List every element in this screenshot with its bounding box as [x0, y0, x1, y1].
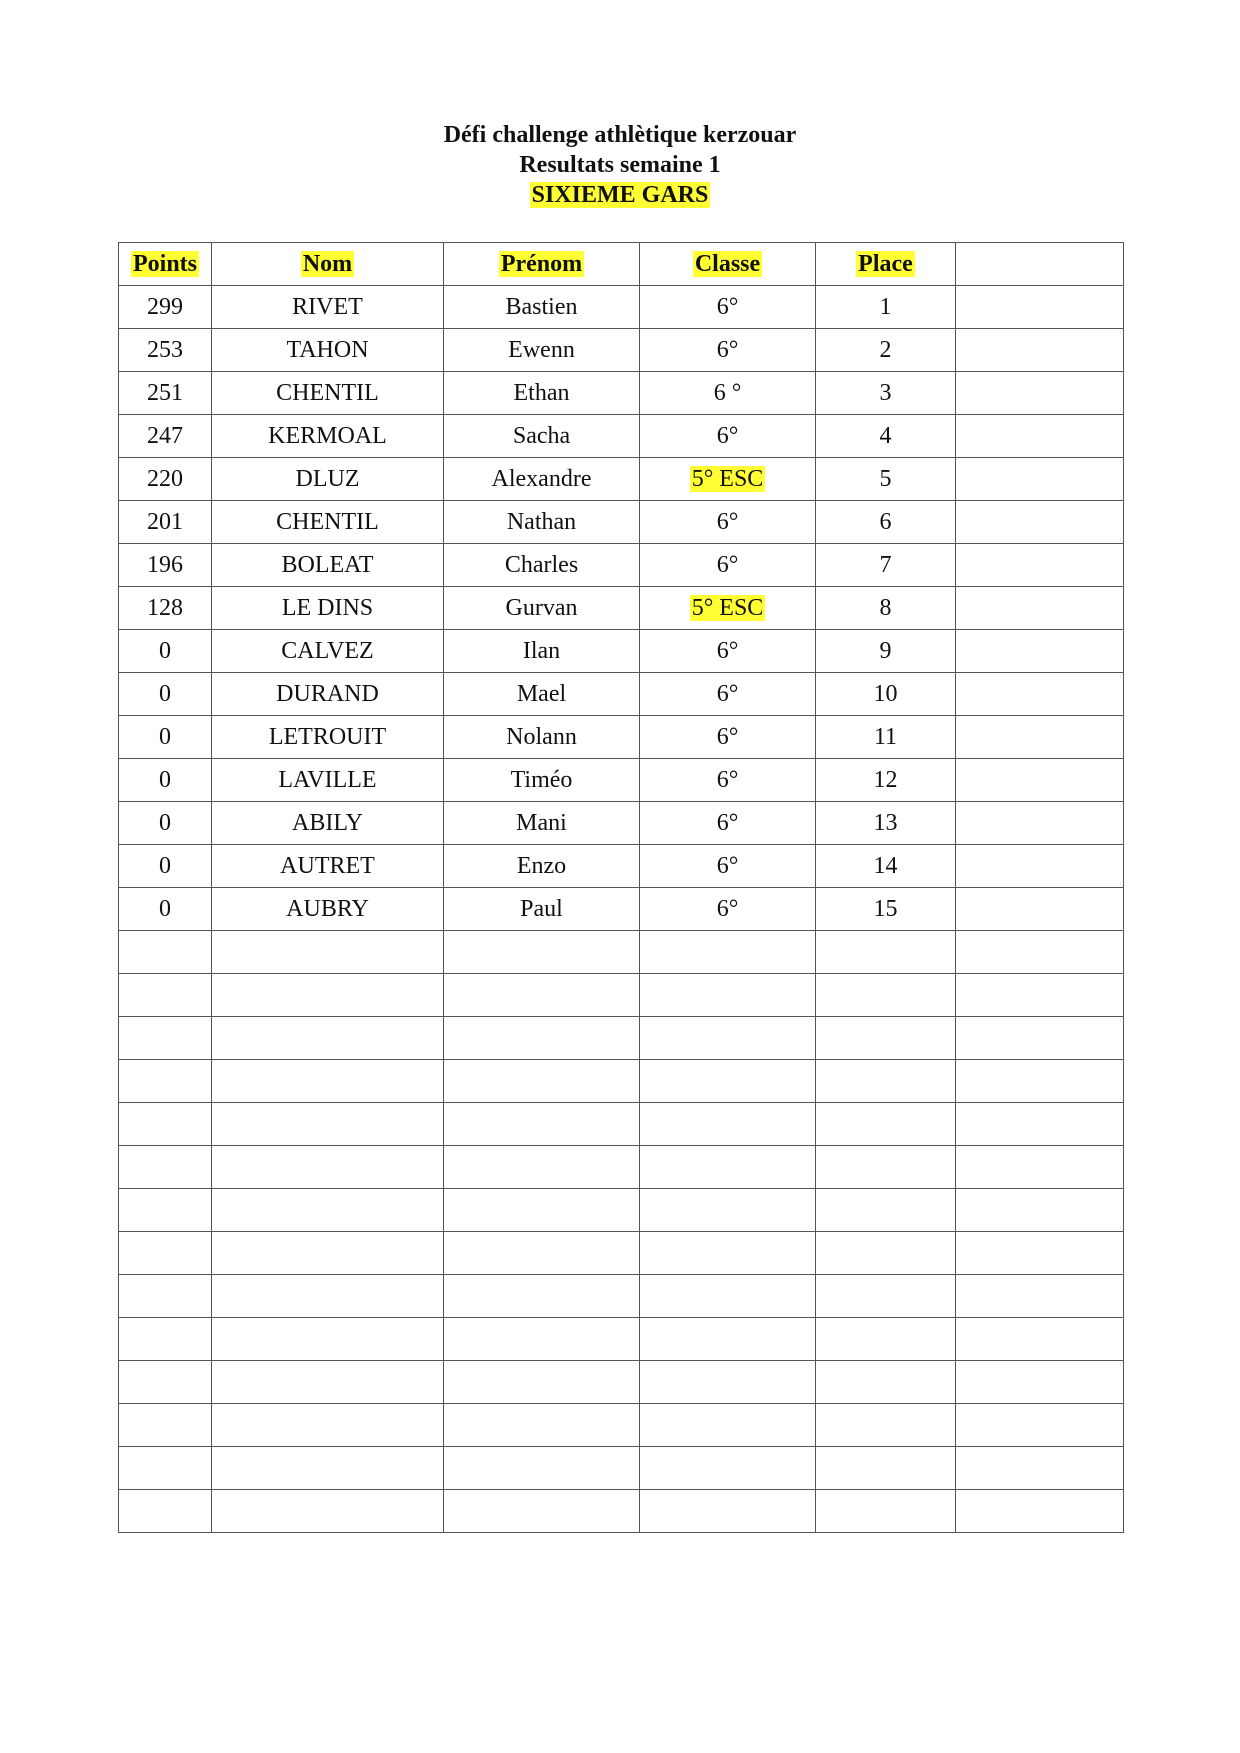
cell-nom: LETROUIT: [212, 716, 444, 759]
cell-prenom: [444, 1060, 640, 1103]
cell-nom: AUBRY: [212, 888, 444, 931]
cell-points: [119, 1060, 212, 1103]
cell-extra: [956, 1060, 1124, 1103]
cell-extra: [956, 1146, 1124, 1189]
cell-nom: RIVET: [212, 286, 444, 329]
cell-extra: [956, 1232, 1124, 1275]
cell-points: [119, 1275, 212, 1318]
cell-points: [119, 1103, 212, 1146]
cell-place: 13: [816, 802, 956, 845]
column-header-extra: [956, 243, 1124, 286]
cell-classe: [640, 974, 816, 1017]
cell-nom: [212, 974, 444, 1017]
cell-nom: CHENTIL: [212, 501, 444, 544]
cell-nom: CALVEZ: [212, 630, 444, 673]
header-row: [119, 243, 1124, 286]
cell-classe: 6°: [640, 286, 816, 329]
cell-prenom: Charles: [444, 544, 640, 587]
cell-prenom: Ilan: [444, 630, 640, 673]
cell-extra: [956, 673, 1124, 716]
cell-nom: [212, 1060, 444, 1103]
cell-prenom: Ewenn: [444, 329, 640, 372]
column-header-prenom: Prénom: [444, 243, 640, 286]
cell-extra: [956, 1318, 1124, 1361]
cell-nom: LE DINS: [212, 587, 444, 630]
cell-prenom: Enzo: [444, 845, 640, 888]
cell-classe: [640, 1146, 816, 1189]
cell-extra: [956, 415, 1124, 458]
cell-nom: [212, 1017, 444, 1060]
cell-nom: ABILY: [212, 802, 444, 845]
cell-points: 220: [119, 458, 212, 501]
table-row: [119, 1404, 1124, 1447]
cell-extra: [956, 802, 1124, 845]
cell-prenom: Timéo: [444, 759, 640, 802]
cell-prenom: [444, 1404, 640, 1447]
cell-nom: DURAND: [212, 673, 444, 716]
cell-place: 1: [816, 286, 956, 329]
table-row: [119, 845, 1124, 888]
cell-extra: [956, 716, 1124, 759]
cell-place: [816, 1404, 956, 1447]
cell-points: [119, 1447, 212, 1490]
cell-place: [816, 1060, 956, 1103]
cell-nom: [212, 1404, 444, 1447]
cell-place: 7: [816, 544, 956, 587]
cell-classe: 6 °: [640, 372, 816, 415]
cell-prenom: Bastien: [444, 286, 640, 329]
cell-classe: 6°: [640, 759, 816, 802]
cell-place: 11: [816, 716, 956, 759]
table-row: [119, 974, 1124, 1017]
cell-prenom: [444, 974, 640, 1017]
cell-place: [816, 974, 956, 1017]
cell-points: 0: [119, 802, 212, 845]
table-row: [119, 1318, 1124, 1361]
cell-prenom: Paul: [444, 888, 640, 931]
table-row: [119, 329, 1124, 372]
cell-classe: [640, 1232, 816, 1275]
cell-points: [119, 931, 212, 974]
cell-place: [816, 1017, 956, 1060]
cell-points: 0: [119, 845, 212, 888]
cell-classe: 5° ESC: [640, 458, 816, 501]
cell-classe: 5° ESC: [640, 587, 816, 630]
table-row: [119, 1447, 1124, 1490]
cell-classe: [640, 1404, 816, 1447]
table-row: [119, 1189, 1124, 1232]
cell-classe: [640, 1361, 816, 1404]
cell-prenom: [444, 1232, 640, 1275]
cell-place: 14: [816, 845, 956, 888]
cell-nom: CHENTIL: [212, 372, 444, 415]
cell-classe: 6°: [640, 415, 816, 458]
table-row: [119, 1361, 1124, 1404]
cell-points: 0: [119, 716, 212, 759]
cell-points: [119, 1146, 212, 1189]
cell-extra: [956, 931, 1124, 974]
cell-points: 128: [119, 587, 212, 630]
cell-place: [816, 1318, 956, 1361]
cell-prenom: [444, 931, 640, 974]
category-label: SIXIEME GARS: [531, 182, 709, 208]
table-row: [119, 372, 1124, 415]
cell-prenom: Nolann: [444, 716, 640, 759]
cell-extra: [956, 759, 1124, 802]
table-row: [119, 673, 1124, 716]
table-row: [119, 630, 1124, 673]
cell-nom: DLUZ: [212, 458, 444, 501]
cell-prenom: Gurvan: [444, 587, 640, 630]
cell-place: 12: [816, 759, 956, 802]
cell-nom: AUTRET: [212, 845, 444, 888]
table-row: [119, 587, 1124, 630]
cell-points: [119, 1189, 212, 1232]
cell-nom: [212, 1490, 444, 1533]
cell-points: [119, 1490, 212, 1533]
cell-place: [816, 1146, 956, 1189]
cell-nom: [212, 1275, 444, 1318]
cell-nom: [212, 1189, 444, 1232]
cell-prenom: [444, 1447, 640, 1490]
cell-nom: [212, 1232, 444, 1275]
cell-extra: [956, 1275, 1124, 1318]
cell-prenom: [444, 1275, 640, 1318]
cell-extra: [956, 372, 1124, 415]
cell-place: 4: [816, 415, 956, 458]
cell-place: 3: [816, 372, 956, 415]
cell-classe: 6°: [640, 544, 816, 587]
cell-extra: [956, 1447, 1124, 1490]
cell-extra: [956, 888, 1124, 931]
table-row: [119, 415, 1124, 458]
cell-points: 253: [119, 329, 212, 372]
cell-nom: [212, 1447, 444, 1490]
cell-points: 299: [119, 286, 212, 329]
cell-nom: [212, 1103, 444, 1146]
cell-extra: [956, 1103, 1124, 1146]
cell-place: 9: [816, 630, 956, 673]
cell-extra: [956, 845, 1124, 888]
table-row: [119, 1490, 1124, 1533]
cell-extra: [956, 329, 1124, 372]
cell-classe: [640, 1060, 816, 1103]
document-title: Défi challenge athlètique kerzouar: [443, 122, 797, 148]
cell-points: [119, 1017, 212, 1060]
cell-prenom: [444, 1189, 640, 1232]
table-row: [119, 501, 1124, 544]
cell-place: [816, 1361, 956, 1404]
cell-points: [119, 1232, 212, 1275]
cell-place: [816, 1275, 956, 1318]
cell-place: 6: [816, 501, 956, 544]
column-header-points: Points: [119, 243, 212, 286]
cell-points: 196: [119, 544, 212, 587]
cell-classe: 6°: [640, 845, 816, 888]
column-header-place: Place: [816, 243, 956, 286]
cell-extra: [956, 630, 1124, 673]
cell-classe: 6°: [640, 888, 816, 931]
cell-prenom: [444, 1318, 640, 1361]
table-row: [119, 1017, 1124, 1060]
cell-classe: 6°: [640, 630, 816, 673]
cell-prenom: [444, 1490, 640, 1533]
cell-points: 0: [119, 759, 212, 802]
cell-place: [816, 1490, 956, 1533]
cell-place: [816, 1189, 956, 1232]
cell-classe: [640, 1318, 816, 1361]
table-row: [119, 1103, 1124, 1146]
cell-classe: 6°: [640, 329, 816, 372]
cell-extra: [956, 501, 1124, 544]
cell-classe: 6°: [640, 673, 816, 716]
cell-extra: [956, 1017, 1124, 1060]
cell-prenom: [444, 1017, 640, 1060]
document-header: [0, 120, 1240, 210]
table-row: [119, 888, 1124, 931]
cell-prenom: [444, 1361, 640, 1404]
cell-place: 10: [816, 673, 956, 716]
cell-classe: [640, 1189, 816, 1232]
cell-place: 15: [816, 888, 956, 931]
cell-extra: [956, 1490, 1124, 1533]
cell-extra: [956, 544, 1124, 587]
cell-extra: [956, 286, 1124, 329]
table-row: [119, 458, 1124, 501]
cell-prenom: Alexandre: [444, 458, 640, 501]
cell-nom: BOLEAT: [212, 544, 444, 587]
table-row: [119, 1146, 1124, 1189]
cell-extra: [956, 974, 1124, 1017]
cell-points: 0: [119, 888, 212, 931]
results-table: [118, 242, 1124, 1533]
results-body: [119, 286, 1124, 1533]
cell-place: 8: [816, 587, 956, 630]
cell-points: 0: [119, 630, 212, 673]
cell-classe: [640, 1490, 816, 1533]
cell-place: 2: [816, 329, 956, 372]
cell-extra: [956, 1189, 1124, 1232]
cell-classe: [640, 1017, 816, 1060]
cell-nom: [212, 1318, 444, 1361]
cell-nom: TAHON: [212, 329, 444, 372]
cell-points: [119, 1404, 212, 1447]
cell-prenom: Ethan: [444, 372, 640, 415]
cell-prenom: [444, 1103, 640, 1146]
cell-place: [816, 1103, 956, 1146]
cell-classe: 6°: [640, 501, 816, 544]
cell-extra: [956, 1404, 1124, 1447]
table-row: [119, 286, 1124, 329]
cell-points: [119, 974, 212, 1017]
cell-nom: [212, 1361, 444, 1404]
cell-points: 247: [119, 415, 212, 458]
cell-nom: KERMOAL: [212, 415, 444, 458]
table-row: [119, 802, 1124, 845]
cell-place: 5: [816, 458, 956, 501]
cell-nom: LAVILLE: [212, 759, 444, 802]
cell-prenom: Mani: [444, 802, 640, 845]
cell-place: [816, 1447, 956, 1490]
cell-prenom: Mael: [444, 673, 640, 716]
cell-classe: [640, 1275, 816, 1318]
cell-points: [119, 1361, 212, 1404]
table-row: [119, 931, 1124, 974]
table-row: [119, 1232, 1124, 1275]
cell-place: [816, 1232, 956, 1275]
cell-points: [119, 1318, 212, 1361]
column-header-nom: Nom: [212, 243, 444, 286]
table-row: [119, 544, 1124, 587]
cell-extra: [956, 458, 1124, 501]
cell-classe: [640, 1447, 816, 1490]
cell-points: 251: [119, 372, 212, 415]
document-subtitle: Resultats semaine 1: [519, 152, 721, 178]
cell-classe: [640, 1103, 816, 1146]
column-header-classe: Classe: [640, 243, 816, 286]
cell-extra: [956, 1361, 1124, 1404]
cell-points: 201: [119, 501, 212, 544]
cell-prenom: [444, 1146, 640, 1189]
cell-prenom: Nathan: [444, 501, 640, 544]
cell-place: [816, 931, 956, 974]
table-row: [119, 716, 1124, 759]
cell-prenom: Sacha: [444, 415, 640, 458]
cell-classe: 6°: [640, 802, 816, 845]
cell-classe: [640, 931, 816, 974]
table-row: [119, 759, 1124, 802]
cell-nom: [212, 931, 444, 974]
cell-extra: [956, 587, 1124, 630]
cell-classe: 6°: [640, 716, 816, 759]
table-row: [119, 1060, 1124, 1103]
table-row: [119, 1275, 1124, 1318]
cell-nom: [212, 1146, 444, 1189]
cell-points: 0: [119, 673, 212, 716]
